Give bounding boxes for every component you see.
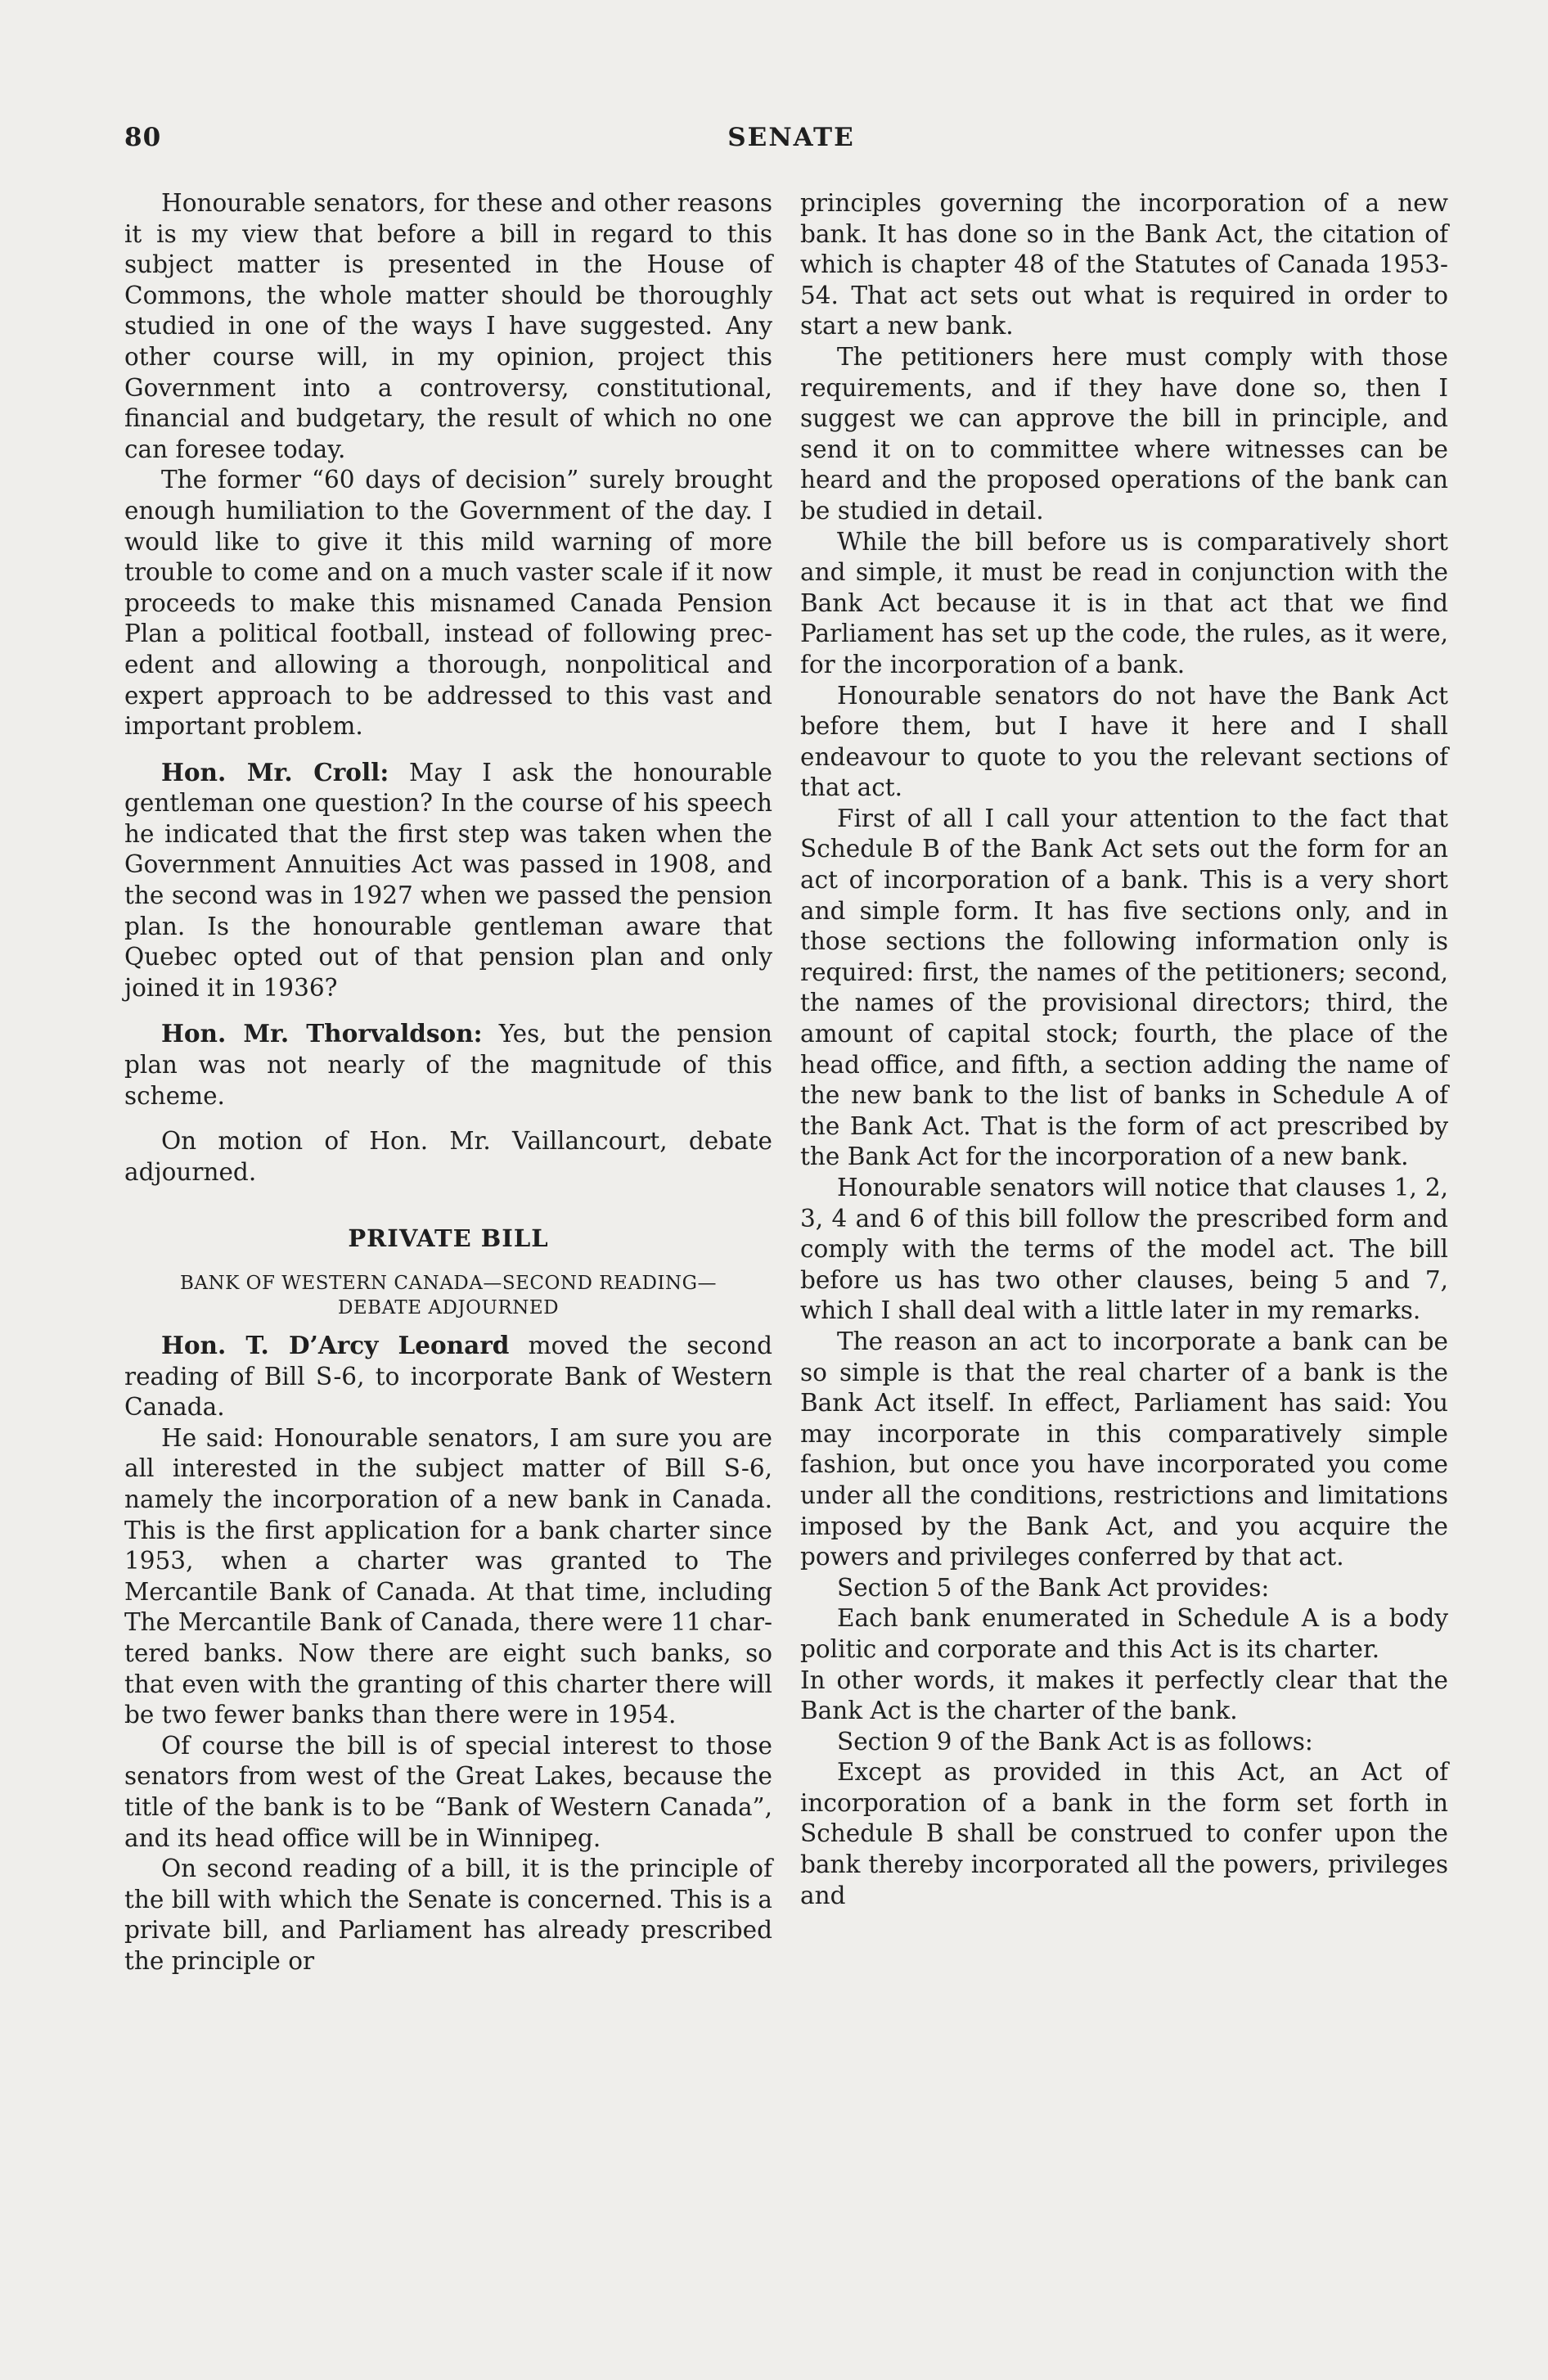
speech-leonard bbox=[124, 1330, 772, 1423]
speaker-name: Hon. Mr. Croll: bbox=[161, 757, 389, 787]
speech-text: May I ask the honourable gentleman one question? In the course of his speech he indicated that the first step was taken when the Government Annuities Act was passed in 1908, and the second was in 1927 when we passed the pension plan. Is the honourable gentleman aware that Quebec opted out of that pension plan and only joined it in 1936? bbox=[124, 758, 772, 1002]
paragraph: The former “60 days of decision” surely brought enough humiliation to the Government of the day. I would like to give it this mild warning of more trouble to come and on a much vaster scale if it now proceeds to make this misnamed Canada Pension Plan a political football, instead of following precedent and allowing a thorough, nonpolitical and expert approach to be addressed to this vast and important problem. bbox=[124, 466, 772, 741]
block-quote: Except as provided in this Act, an Act of incorporation of a bank in the form set forth in Schedule B shall be construed to confer upon the bank thereby incorporated all the powers, privileges and bbox=[800, 1758, 1448, 1909]
speaker-name: Hon. Mr. Thorvaldson: bbox=[161, 1019, 483, 1048]
paragraph: In other words, it makes it perfectly clear that the Bank Act is the charter of the bank. bbox=[800, 1666, 1448, 1725]
speech-thorvaldson bbox=[124, 1018, 772, 1111]
paragraph: He said: Honourable senators, I am sure you are all interested in the subject matter of Bill S-6, namely the incorporation of a new bank in Canada. This is the first application for a bank charter since 1953, when a charter was granted to The Mercantile Bank of Canada. At that time, including The Mercantile Bank of Canada, there were 11 chartered banks. Now there are eight such banks, so that even with the granting of this charter there will be two fewer banks than there were in 1954. bbox=[124, 1423, 772, 1729]
running-head: SENATE bbox=[727, 123, 855, 152]
left-column bbox=[124, 188, 772, 1977]
paragraph: Honourable senators, for these and other reasons it is my view that before a bill in regard to this subject matter is presented in the House of Commons, the whole matter should be thoroughly studied in one of the ways I have suggested. Any other course will, in my opinion, project this Government into a controversy, constitutional, financial and budgetary, the result of which no one can foresee today. bbox=[124, 189, 772, 463]
speech-croll bbox=[124, 757, 772, 1004]
paragraph: Section 9 of the Bank Act is as follows: bbox=[837, 1727, 1313, 1756]
paragraph: Honourable senators will notice that clauses 1, 2, 3, 4 and 6 of this bill follow the prescribed form and comply with the terms of the model act. The bill before us has two other clauses, being 5 and 7, which I shall deal with a little later in my remarks. bbox=[800, 1174, 1448, 1325]
paragraph: While the bill before us is comparatively short and simple, it must be read in conjunction with the Bank Act because it is in that act that we find Parliament has set up the code, the rules, as it were, for the incorporation of a bank. bbox=[800, 527, 1448, 678]
motion-paragraph: On motion of Hon. Mr. Vaillancourt, debate adjourned. bbox=[124, 1127, 772, 1186]
page-header bbox=[124, 123, 1458, 164]
paragraph: Section 5 of the Bank Act provides: bbox=[837, 1573, 1270, 1602]
speech-text: Yes, but the pension plan was not nearly of the magnitude of this scheme. bbox=[124, 1020, 772, 1110]
paragraph: On second reading of a bill, it is the principle of the bill with which the Senate is concerned. This is a private bill, and Parliament has already prescribed the principle or bbox=[124, 1855, 772, 1975]
block-quote: Each bank enumerated in Schedule A is a body politic and corporate and this Act is its charter. bbox=[800, 1604, 1448, 1663]
paragraph: The reason an act to incorporate a bank can be so simple is that the real charter of a bank is the Bank Act itself. In effect, Parliament has said: You may incorporate in this comparatively simple fashion, but once you have incorporated you come under all the conditions, restrictions and limitations imposed by the Bank Act, and you acquire the powers and privileges conferred by that act. bbox=[800, 1327, 1448, 1571]
section-subheading: BANK OF WESTERN CANADA—SECOND READING—DEBATE ADJOURNED bbox=[180, 1273, 717, 1318]
page-number: 80 bbox=[124, 123, 162, 152]
section-title: PRIVATE BILL bbox=[348, 1224, 549, 1253]
right-column bbox=[800, 188, 1448, 1911]
paragraph: The petitioners here must comply with those requirements, and if they have done so, then I suggest we can approve the bill in principle, and send it on to committee where witnesses can be heard and the proposed operations of the bank can be studied in detail. bbox=[800, 342, 1448, 525]
speech-text: moved the second reading of Bill S-6, to incorporate Bank of Western Canada. bbox=[124, 1332, 772, 1422]
paragraph-continued: principles governing the incorporation of a new bank. It has done so in the Bank Act, the citation of which is chapter 48 of the Statutes of Canada 1953-54. That act sets out what is required in order to start a new bank. bbox=[800, 189, 1448, 340]
speaker-name: Hon. T. D’Arcy Leonard bbox=[161, 1331, 510, 1359]
paragraph: Honourable senators do not have the Bank Act before them, but I have it here and I shall endeavour to quote to you the relevant sections of that act. bbox=[800, 681, 1448, 802]
paragraph: Of course the bill is of special interest to those senators from west of the Great Lakes, because the title of the bank is to be “Bank of Western Canada”, and its head office will be in Winnipeg. bbox=[124, 1731, 772, 1852]
paragraph: First of all I call your attention to the fact that Schedule B of the Bank Act sets out the form for an act of incorporation of a bank. This is a very short and simple form. It has five sections only, and in those sections the following information only is required: first, the names of the petitioners; second, the names of the provisional directors; third, the amount of capital stock; fourth, the place of the head office, and fifth, a section adding the name of the new bank to the list of banks in Schedule A of the Bank Act. That is the form of act prescribed by the Bank Act for the incorporation of a new bank. bbox=[800, 804, 1448, 1171]
